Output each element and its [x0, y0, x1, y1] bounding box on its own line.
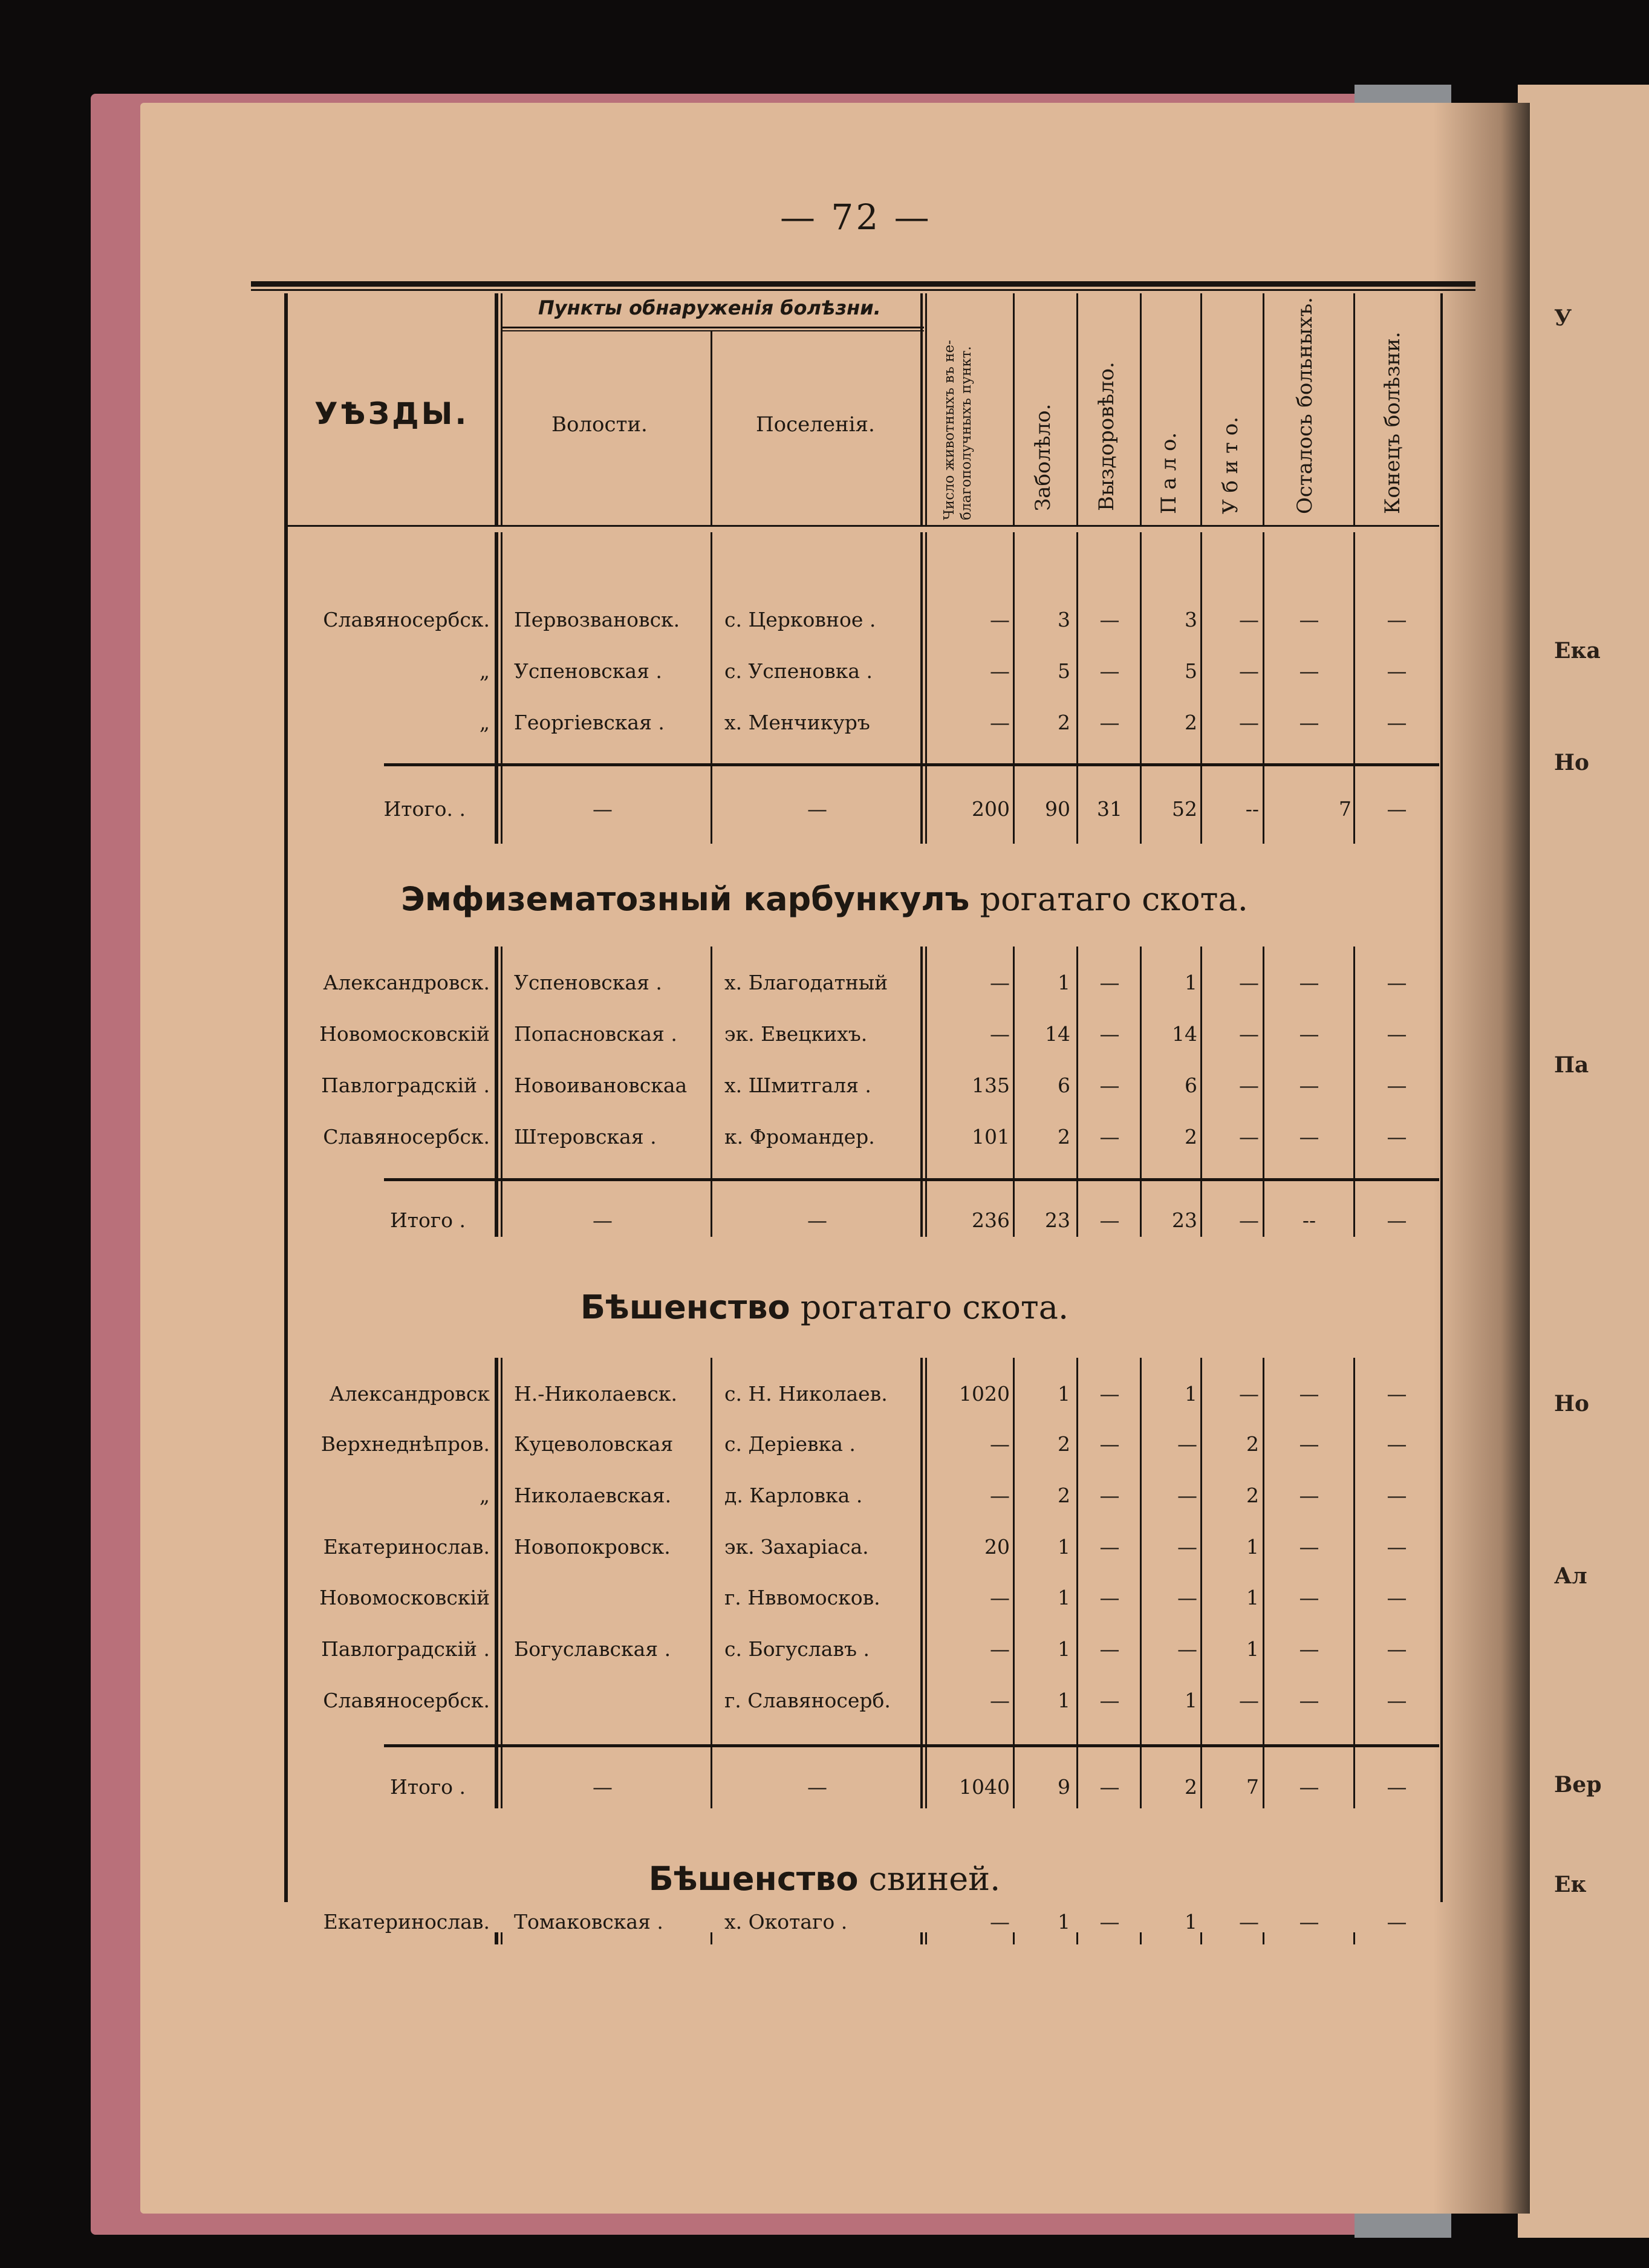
uezd-cell: Верхнеднѣпров.: [320, 1432, 490, 1456]
uezd-cell: „: [479, 659, 490, 683]
header-punkty-underline-2: [501, 330, 924, 331]
pado-cell: 3: [1185, 608, 1197, 631]
uezd-cell: Екатеринослав.: [323, 1910, 490, 1934]
column-rule: [925, 293, 927, 526]
vyz-cell: —: [1099, 1689, 1120, 1712]
volost-cell: —: [593, 1208, 613, 1232]
header-ubito: У б и т о.: [1218, 416, 1243, 514]
poselenie-cell: х. Шмитгаля .: [724, 1074, 871, 1097]
konec-cell: —: [1387, 1074, 1407, 1097]
column-rule: [920, 947, 923, 1237]
header-uezdy: УѢЗДЫ.: [314, 396, 469, 431]
ubito-cell: 7: [1246, 1775, 1259, 1799]
section-title-rabies-cattle-bold: Бѣшенство: [580, 1288, 790, 1326]
section-title-emphysema-bold: Эмфизематозный карбункулъ: [401, 880, 970, 918]
header-chislo-line1: Число животныхъ въ не-: [942, 340, 957, 520]
konec-cell: —: [1387, 1432, 1407, 1456]
vyz-cell: —: [1099, 971, 1120, 994]
row-separator-rule: [384, 1744, 1439, 1747]
pado-cell: 5: [1185, 659, 1197, 683]
ubito-cell: —: [1239, 1208, 1259, 1232]
zab-cell: 2: [1058, 1125, 1070, 1149]
volost-cell: Успеновская .: [514, 659, 662, 683]
zab-cell: 9: [1058, 1775, 1070, 1799]
section-title-emphysema-rest: рогатаго скота.: [969, 880, 1248, 918]
ubito-cell: —: [1239, 1125, 1259, 1149]
pado-cell: —: [1177, 1535, 1197, 1559]
column-rule: [1200, 1932, 1202, 1944]
chislo-cell: —: [990, 608, 1010, 631]
zab-cell: 90: [1045, 797, 1070, 821]
chislo-cell: 200: [972, 797, 1010, 821]
konec-cell: —: [1387, 1535, 1407, 1559]
header-poseleniya: Поселенія.: [756, 412, 875, 437]
next-page-fragment: У: [1554, 305, 1572, 331]
konec-cell: —: [1387, 1125, 1407, 1149]
ubito-cell: —: [1239, 1074, 1259, 1097]
vyz-cell: —: [1099, 1432, 1120, 1456]
header-zaboleno: Заболѣло.: [1031, 403, 1055, 511]
vyz-cell: 31: [1097, 797, 1122, 821]
row-separator-rule: [384, 763, 1439, 766]
column-rule: [1140, 532, 1142, 844]
ostal-cell: —: [1299, 1689, 1319, 1712]
next-page-fragment: Вер: [1554, 1772, 1602, 1797]
vyz-cell: —: [1099, 1125, 1120, 1149]
zab-cell: 1: [1058, 971, 1070, 994]
ostal-cell: —: [1299, 1022, 1319, 1046]
pado-cell: 14: [1172, 1022, 1197, 1046]
pado-cell: 1: [1185, 971, 1197, 994]
ostal-cell: —: [1299, 608, 1319, 631]
table-right-border: [1440, 293, 1443, 1902]
poselenie-cell: к. Фромандер.: [724, 1125, 875, 1149]
column-rule: [920, 1358, 923, 1808]
volost-cell: Попасновская .: [514, 1022, 677, 1046]
pado-cell: —: [1177, 1637, 1197, 1661]
poselenie-cell: х. Окотаго .: [724, 1910, 848, 1934]
column-rule: [1076, 532, 1078, 844]
ostal-cell: —: [1299, 1484, 1319, 1507]
chislo-cell: 135: [972, 1074, 1010, 1097]
vyz-cell: —: [1099, 608, 1120, 631]
column-rule: [1140, 947, 1142, 1237]
chislo-cell: 1040: [959, 1775, 1010, 1799]
zab-cell: 1: [1058, 1535, 1070, 1559]
chislo-cell: —: [990, 1910, 1010, 1934]
vyz-cell: —: [1099, 1484, 1120, 1507]
poselenie-cell: с. Деріевка .: [724, 1432, 856, 1456]
ostal-cell: —: [1299, 1775, 1319, 1799]
column-rule: [920, 293, 923, 526]
volost-cell: Куцеволовская: [514, 1432, 674, 1456]
konec-cell: —: [1387, 1382, 1407, 1406]
next-page-fragment: Но: [1554, 750, 1590, 775]
volost-cell: —: [593, 797, 613, 821]
pado-cell: —: [1177, 1586, 1197, 1609]
pado-cell: 1: [1185, 1689, 1197, 1712]
volost-cell: Богуславская .: [514, 1637, 671, 1661]
ubito-cell: —: [1239, 971, 1259, 994]
zab-cell: 5: [1058, 659, 1070, 683]
pado-cell: 52: [1172, 797, 1197, 821]
next-page-fragment: Ал: [1554, 1563, 1587, 1589]
poselenie-cell: эк. Захаріаса.: [724, 1535, 869, 1559]
column-rule: [1013, 293, 1015, 526]
vyz-cell: —: [1099, 1775, 1120, 1799]
konec-cell: —: [1387, 797, 1407, 821]
uezd-cell: „: [479, 711, 490, 734]
poselenie-cell: х. Менчикуръ: [724, 711, 870, 734]
header-ostalos: Осталось больныхъ.: [1293, 297, 1317, 514]
column-rule: [495, 1932, 498, 1944]
header-punkty: Пункты обнаруженія болѣзни.: [538, 296, 881, 319]
column-rule: [1263, 947, 1264, 1237]
chislo-cell: —: [990, 1586, 1010, 1609]
ostal-cell: —: [1299, 1382, 1319, 1406]
zab-cell: 2: [1058, 1432, 1070, 1456]
uezd-cell: Павлоградскій .: [321, 1074, 490, 1097]
poselenie-cell: эк. Евецкихъ.: [724, 1022, 868, 1046]
header-chislo: [941, 340, 975, 520]
ubito-cell: —: [1239, 1689, 1259, 1712]
ubito-cell: —: [1239, 659, 1259, 683]
poselenie-cell: г. Славяносерб.: [724, 1689, 891, 1712]
konec-cell: —: [1387, 659, 1407, 683]
column-rule: [1353, 293, 1355, 526]
column-rule: [711, 1932, 712, 1944]
konec-cell: —: [1387, 711, 1407, 734]
poselenie-cell: с. Богуславъ .: [724, 1637, 870, 1661]
uezd-cell: Александровск.: [323, 971, 490, 994]
ostal-cell: —: [1299, 1637, 1319, 1661]
table-top-rule-thin: [251, 289, 1475, 291]
chislo-cell: —: [990, 971, 1010, 994]
vyz-cell: —: [1099, 711, 1120, 734]
column-rule: [1353, 1932, 1355, 1944]
volost-cell: Н.-Николаевск.: [514, 1382, 678, 1406]
ostal-cell: —: [1299, 971, 1319, 994]
column-rule: [1200, 293, 1202, 526]
volost-cell: Георгіевская .: [514, 711, 665, 734]
column-rule: [1013, 947, 1015, 1237]
ubito-cell: 1: [1246, 1637, 1259, 1661]
next-page-fragment: Па: [1554, 1052, 1589, 1078]
vyz-cell: —: [1099, 1637, 1120, 1661]
column-rule: [1200, 1358, 1202, 1808]
uezd-cell: Екатеринослав.: [323, 1535, 490, 1559]
section-title-rabies-pigs: [0, 1860, 1649, 1898]
zab-cell: 3: [1058, 608, 1070, 631]
column-rule: [1353, 947, 1355, 1237]
uezd-cell: Новомосковскій: [319, 1022, 490, 1046]
ubito-cell: 2: [1246, 1484, 1259, 1507]
column-rule: [501, 532, 503, 844]
chislo-cell: —: [990, 711, 1010, 734]
column-rule: [1263, 532, 1264, 844]
page-number: — 72 —: [780, 197, 932, 238]
ostal-cell: —: [1299, 1586, 1319, 1609]
volost-cell: Успеновская .: [514, 971, 662, 994]
ubito-cell: —: [1239, 1022, 1259, 1046]
poselenie-cell: —: [807, 797, 827, 821]
column-rule: [920, 1932, 923, 1944]
uezd-cell: Новомосковскій: [319, 1586, 490, 1609]
poselenie-cell: с. Церковное .: [724, 608, 876, 631]
konec-cell: —: [1387, 1022, 1407, 1046]
pado-cell: 1: [1185, 1382, 1197, 1406]
chislo-cell: 1020: [959, 1382, 1010, 1406]
chislo-cell: —: [990, 659, 1010, 683]
next-page-edge: [1518, 85, 1649, 2238]
vyz-cell: —: [1099, 1208, 1120, 1232]
ubito-cell: —: [1239, 1910, 1259, 1934]
zab-cell: 1: [1058, 1910, 1070, 1934]
ubito-cell: 1: [1246, 1535, 1259, 1559]
chislo-cell: 236: [972, 1208, 1010, 1232]
column-rule: [1076, 947, 1078, 1237]
section-title-rabies-pigs-bold: Бѣшенство: [648, 1860, 859, 1898]
ostal-cell: —: [1299, 1432, 1319, 1456]
uezd-cell: Павлоградскій .: [321, 1637, 490, 1661]
zab-cell: 1: [1058, 1586, 1070, 1609]
vyz-cell: —: [1099, 1535, 1120, 1559]
volost-cell: Новоивановскаа: [514, 1074, 688, 1097]
header-chislo-line2: благополучныхъ пункт.: [958, 346, 974, 520]
poselenie-cell: с. Успеновка .: [724, 659, 873, 683]
section-title-rabies-cattle: [0, 1288, 1649, 1326]
next-page-fragment: Ек: [1554, 1872, 1587, 1897]
column-rule: [1076, 1358, 1078, 1808]
pado-cell: —: [1177, 1432, 1197, 1456]
column-rule: [711, 1358, 712, 1808]
zab-cell: 14: [1045, 1022, 1070, 1046]
zab-cell: 1: [1058, 1637, 1070, 1661]
header-konec: Конецъ болѣзни.: [1381, 331, 1405, 514]
header-bottom-rule: [284, 525, 1439, 527]
uezd-cell: „: [479, 1484, 490, 1507]
column-rule: [1013, 532, 1015, 844]
ubito-cell: —: [1239, 711, 1259, 734]
chislo-cell: 101: [972, 1125, 1010, 1149]
konec-cell: —: [1387, 971, 1407, 994]
ubito-cell: --: [1245, 797, 1259, 821]
poselenie-cell: г. Нввомосков.: [724, 1586, 880, 1609]
pado-cell: 2: [1185, 711, 1197, 734]
chislo-cell: —: [990, 1022, 1010, 1046]
zab-cell: 2: [1058, 711, 1070, 734]
konec-cell: —: [1387, 1637, 1407, 1661]
ostal-cell: —: [1299, 1910, 1319, 1934]
volost-cell: —: [593, 1775, 613, 1799]
column-rule: [1076, 293, 1078, 526]
ostal-cell: —: [1299, 711, 1319, 734]
volost-cell: Николаевская.: [514, 1484, 672, 1507]
column-rule: [1263, 293, 1264, 526]
poselenie-cell: д. Карловка .: [724, 1484, 863, 1507]
pado-cell: 6: [1185, 1074, 1197, 1097]
section-title-emphysema: [0, 880, 1649, 918]
poselenie-cell: х. Благодатный: [724, 971, 888, 994]
zab-cell: 23: [1045, 1208, 1070, 1232]
column-rule: [1140, 293, 1142, 526]
column-rule: [711, 947, 712, 1237]
uezd-cell: Славяносербск.: [323, 608, 490, 631]
ostal-cell: —: [1299, 1125, 1319, 1149]
column-rule: [1200, 532, 1202, 844]
column-rule: [1353, 1358, 1355, 1808]
ostal-cell: —: [1299, 1535, 1319, 1559]
vyz-cell: —: [1099, 1910, 1120, 1934]
vyz-cell: —: [1099, 1074, 1120, 1097]
section-title-rabies-cattle-rest: рогатаго скота.: [790, 1288, 1069, 1326]
chislo-cell: —: [990, 1637, 1010, 1661]
column-rule: [711, 331, 712, 526]
zab-cell: 1: [1058, 1689, 1070, 1712]
vyz-cell: —: [1099, 1022, 1120, 1046]
column-rule: [1263, 1358, 1264, 1808]
vyz-cell: —: [1099, 1382, 1120, 1406]
column-rule: [501, 1358, 503, 1808]
column-rule: [501, 1932, 503, 1944]
ubito-cell: 1: [1246, 1586, 1259, 1609]
zab-cell: 1: [1058, 1382, 1070, 1406]
poselenie-cell: —: [807, 1775, 827, 1799]
vyz-cell: —: [1099, 1586, 1120, 1609]
pado-cell: —: [1177, 1484, 1197, 1507]
konec-cell: —: [1387, 1484, 1407, 1507]
section-title-rabies-pigs-rest: свиней.: [858, 1860, 1001, 1898]
column-rule: [495, 1358, 498, 1808]
konec-cell: —: [1387, 1689, 1407, 1712]
header-vyzdorovelo: Выздоровѣло.: [1094, 362, 1119, 511]
header-volosti: Волости.: [551, 412, 648, 437]
uezd-cell: Славяносербск.: [323, 1689, 490, 1712]
column-rule: [1200, 947, 1202, 1237]
column-rule: [1263, 1932, 1264, 1944]
volost-cell: Томаковская .: [514, 1910, 663, 1934]
column-rule: [1353, 532, 1355, 844]
uezd-cell: Александровск: [329, 1382, 490, 1406]
column-rule: [1013, 1358, 1015, 1808]
ubito-cell: 2: [1246, 1432, 1259, 1456]
chislo-cell: —: [990, 1689, 1010, 1712]
vyz-cell: —: [1099, 659, 1120, 683]
chislo-cell: 20: [984, 1535, 1010, 1559]
column-rule: [495, 293, 498, 526]
konec-cell: —: [1387, 1586, 1407, 1609]
konec-cell: —: [1387, 1775, 1407, 1799]
column-rule: [1013, 1932, 1015, 1944]
ostal-cell: 7: [1339, 797, 1351, 821]
column-rule: [925, 1932, 927, 1944]
row-separator-rule: [384, 1178, 1439, 1181]
pado-cell: 2: [1185, 1125, 1197, 1149]
column-rule: [1076, 1932, 1078, 1944]
volost-cell: Первозвановск.: [514, 608, 680, 631]
ostal-cell: —: [1299, 659, 1319, 683]
table-top-rule: [251, 281, 1475, 287]
poselenie-cell: с. Н. Николаев.: [724, 1382, 888, 1406]
next-page-fragment: Но: [1554, 1391, 1590, 1416]
header-punkty-underline: [501, 327, 924, 328]
pado-cell: 2: [1185, 1775, 1197, 1799]
volost-cell: Штеровская .: [514, 1125, 657, 1149]
chislo-cell: —: [990, 1484, 1010, 1507]
column-rule: [1140, 1932, 1142, 1944]
column-rule: [711, 532, 712, 844]
ostal-cell: —: [1299, 1074, 1319, 1097]
konec-cell: —: [1387, 1910, 1407, 1934]
konec-cell: —: [1387, 1208, 1407, 1232]
pado-cell: 1: [1185, 1910, 1197, 1934]
poselenie-cell: —: [807, 1208, 827, 1232]
column-rule: [920, 532, 923, 844]
column-rule: [501, 947, 503, 1237]
next-page-fragment: Ека: [1554, 638, 1601, 663]
uezd-cell: Итого .: [389, 1208, 466, 1232]
konec-cell: —: [1387, 608, 1407, 631]
ostal-cell: --: [1302, 1208, 1316, 1232]
column-rule: [1140, 1358, 1142, 1808]
ubito-cell: —: [1239, 608, 1259, 631]
volost-cell: Новопокровск.: [514, 1535, 671, 1559]
ubito-cell: —: [1239, 1382, 1259, 1406]
zab-cell: 2: [1058, 1484, 1070, 1507]
column-rule: [925, 1358, 927, 1808]
column-rule: [495, 532, 498, 844]
uezd-cell: Славяносербск.: [323, 1125, 490, 1149]
chislo-cell: —: [990, 1432, 1010, 1456]
column-rule: [495, 947, 498, 1237]
header-pado: П а л о.: [1157, 432, 1181, 514]
uezd-cell: Итого. .: [383, 797, 466, 821]
zab-cell: 6: [1058, 1074, 1070, 1097]
uezd-cell: Итого .: [389, 1775, 466, 1799]
column-rule: [501, 293, 503, 526]
pado-cell: 23: [1172, 1208, 1197, 1232]
